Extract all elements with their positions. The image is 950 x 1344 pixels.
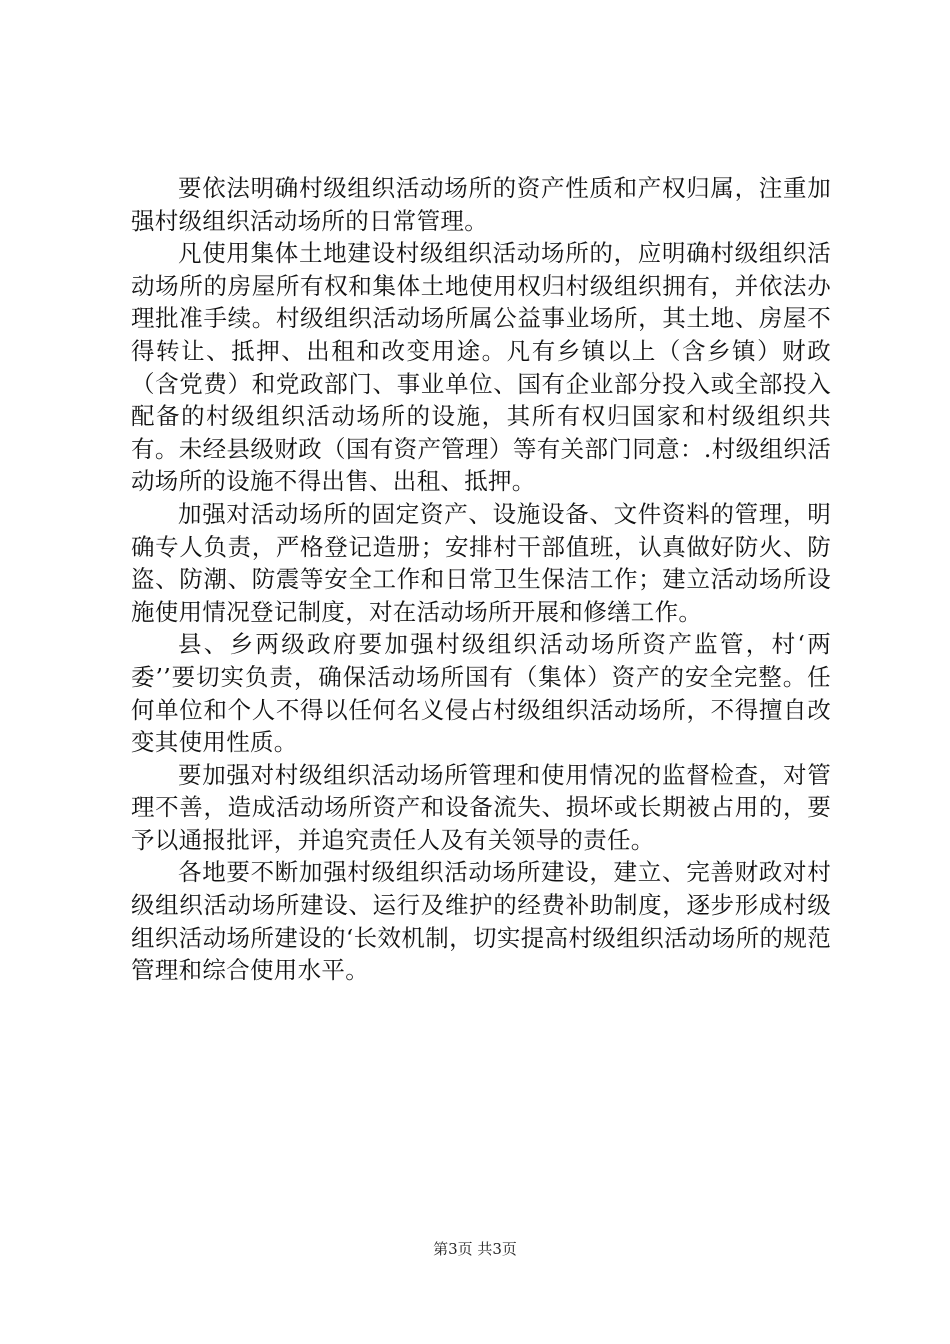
- page-number-footer: 第3页 共3页: [433, 1240, 517, 1258]
- paragraph-inspection: 要加强对村级组织活动场所管理和使用情况的监督检查，对管理不善，造成活动场所资产和设备流失、损坏或长期被占用的，要予以通报批评，并追究责任人及有关领导的责任。: [131, 760, 831, 854]
- paragraph-fixed-assets: 加强对活动场所的固定资产、设施设备、文件资料的管理，明确专人负责，严格登记造册；安排村干部值班，认真做好防火、防盗、防潮、防震等安全工作和日常卫生保洁工作；建立活动场所设施使用情况登记制度，对在活动场所开展和修缮工作。: [131, 499, 831, 626]
- paragraph-government-supervision: 县、乡两级政府要加强村级组织活动场所资产监管，村‘两委’’要切实负责，确保活动场所国有（集体）资产的安全完整。任何单位和个人不得以任何名义侵占村级组织活动场所，不得擅自改变其使用性质。: [131, 630, 831, 757]
- document-body: [131, 172, 831, 987]
- paragraph-land-rights: 凡使用集体土地建设村级组织活动场所的，应明确村级组织活动场所的房屋所有权和集体土地使用权归村级组织拥有，并依法办理批准手续。村级组织活动场所属公益事业场所，其土地、房屋不得转让、抵押、出租和改变用途。凡有乡镇以上（含乡镇）财政（含党费）和党政部门、事业单位、国有企业部分投入或全部投入配备的村级组织活动场所的设施，其所有权归国家和村级组织共有。未经县级财政（国有资产管理）等有关部门同意：.村级组织活动场所的设施不得出售、出租、抵押。: [131, 239, 831, 496]
- paragraph-asset-ownership: 要依法明确村级组织活动场所的资产性质和产权归属，注重加强村级组织活动场所的日常管理。: [131, 174, 831, 235]
- paragraph-long-term-mechanism: 各地要不断加强村级组织活动场所建设，建立、完善财政对村级组织活动场所建设、运行及维护的经费补助制度，逐步形成村级组织活动场所建设的‘长效机制，切实提高村级组织活动场所的规范管理和综合使用水平。: [131, 858, 831, 985]
